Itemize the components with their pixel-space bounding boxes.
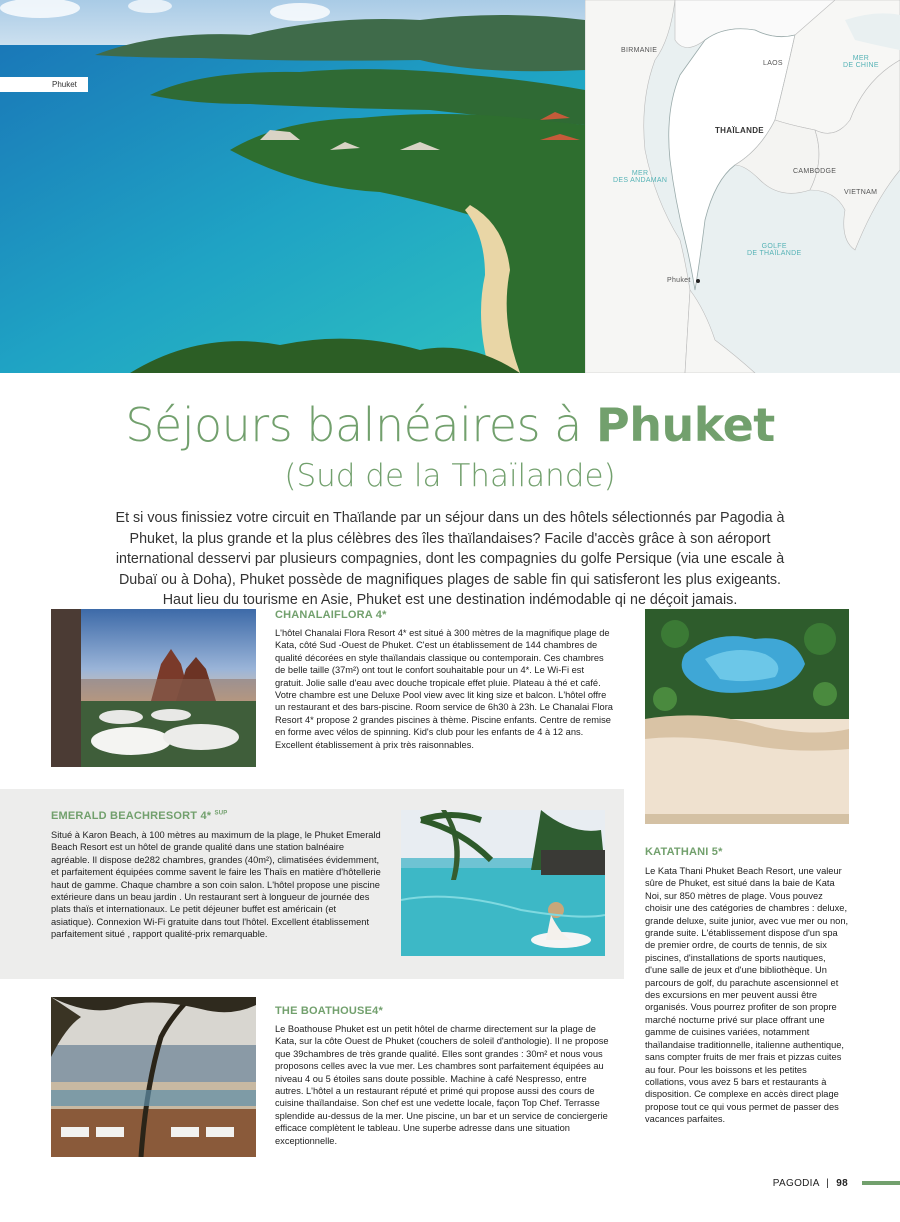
page-footer (773, 1178, 848, 1189)
phuket-beach-illustration (0, 0, 585, 373)
map-label-golfe-de-thailande: GOLFE DE THAÏLANDE (747, 243, 802, 257)
page-subtitle: (Sud de la Thaïlande) (284, 458, 616, 494)
map-label-cambodge: CAMBODGE (793, 168, 837, 175)
map-label-birmanie: BIRMANIE (621, 47, 658, 54)
hero-photo (0, 0, 585, 373)
map-label-phuket: Phuket (667, 277, 691, 284)
hotel-name-boathouse: THE BOATHOUSE4* (275, 1005, 383, 1017)
page-number: 98 (836, 1178, 848, 1189)
map-label-thailande: THAÏLANDE (715, 126, 764, 135)
katathani-photo (645, 609, 849, 824)
intro-paragraph: Et si vous finissiez votre circuit en Thaïlande par un séjour dans un des hôtels sélectionnés par Pagodia à Phuket, la plus grande et la plus célèbres des îles thaïlandaises? Facile d'accès grâce à son aéroport international desservi par plusieurs compagnies, dont les compagnies du golfe Persique (via une escale à Dubaï ou à Doha), Phuket possède de magnifiques plages de sable fin qui satisferont les plus exigeants. Haut lieu du tourisme en Asie, Phuket est une destination indémodable qi ne déçoit jamais. (115, 510, 785, 608)
footer-accent-bar (862, 1181, 900, 1185)
map-label-mer-de-chine: MER DE CHINE (843, 55, 879, 69)
chanalai-flora-photo (51, 609, 256, 767)
hotel-text-boathouse: Le Boathouse Phuket est un petit hôtel de charme directement sur la plage de Kata, sur la côte Ouest de Phuket (couchers de soleil d'anthologie). Il ne propose que 39chambres de très grande qualité. Elles sont grandes : 30m² et nous vous proposons celles avec la vue mer. Les chambres sont parfaitement équipées au niveau 4 ou 5 étoiles sans doute possible. Machine à café Nespresso, entre autres. L'hôtel a un restaurant réputé et primé qui propose aussi des cours de cuisine thaïlandaise. Son chef est une vedette locale, façon Top Chef. Terrasse splendide au-dessus de la mer. Une piscine, un bar et un service de conciergerie efficace complètent le tableau. Une superbe adresse dans une situation exceptionnelle. (275, 1024, 609, 1146)
hotel-name-chanalai: CHANALAIFLORA 4* (275, 609, 387, 621)
hotel-text-emerald: Situé à Karon Beach, à 100 mètres au maximum de la plage, le Phuket Emerald Beach Resort est un hôtel de grande qualité dans une station balnéaire agréable. Il dispose de282 chambres, grandes (40m²), climatisées évidemment, et parfaitement équipées comme savent le faire les Thaïs en matière d'hôtellerie haut de gamme. Chaque chambre a son coin salon. L'hôtel propose une piscine extérieure dans un beau jardin . Un restaurant sert à longueur de journée des plats thaïs et internationaux. Le petit déjeuner buffet est américain (et asiatique). Connexion Wi-Fi gratuite dans tout l'hôtel. Excellent établissement parfaitement situé , rapport qualité-prix remarquable. (51, 830, 381, 940)
thailand-map (585, 0, 900, 373)
location-tag: Phuket (0, 77, 88, 92)
page-title: Séjours balnéaires à Phuket (125, 398, 775, 452)
map-label-vietnam: VIETNAM (844, 189, 878, 196)
footer-brand: PAGODIA (772, 1178, 820, 1189)
map-label-mer-des-andaman: MER DES ANDAMAN (613, 170, 668, 184)
hotel-text-katathani: Le Kata Thani Phuket Beach Resort, une valeur sûre de Phuket, est situé dans la baie de Kata Noi, sur 850 mètres de plage. Vous pouvez choisir une des catégories de chambres : deluxe, grande deluxe, suite junior, avec vue mer ou non, grande suite. L'établissement dispose d'un spa de premier ordre, de courts de tennis, de six piscines, d'installations de sports nautiques, d'une salle de jeux et d'une bibliothèque. Un parcours de golf, du parachute ascensionnel et des excursions en mer peuvent aussi être organisés. Vous pourrez profiter de son propre marché nocturne privé sur place offrant une gamme de cuisines variées, notamment thaïlandaise traditionnelle, italienne authentique, sans compter fruits de mer frais et pizzas cuites au four. Pour les boissons et les petites collations, vous avez 5 bars et restaurants à disposition. Ce complexe en accès direct plage propose tout ce qui vous permet de passer des vacances parfaites. (645, 866, 849, 1125)
hotel-name-emerald: EMERALD BEACHRESORT 4* $^{SUP}$ (51, 810, 228, 822)
emerald-photo (401, 810, 605, 956)
footer-separator: | (826, 1178, 830, 1189)
map-label-laos: LAOS (763, 60, 783, 67)
boathouse-photo (51, 997, 256, 1157)
hotel-name-katathani: KATATHANI 5* (645, 846, 723, 858)
hotel-text-chanalai: L'hôtel Chanalai Flora Resort 4* est situé à 300 mètres de la magnifique plage de Kata, côté Sud -Ouest de Phuket. C'est un établissement de 144 chambres de qualité décorées en style thaïlandais classique ou contemporain. Ces chambres de belle taille (37m²) ont tout le confort souhaitable pour un 4*. Le Wi-Fi est gratuit. Jolie salle d'eau avec douche tropicale effet pluie. Plateau à thé et café. Votre chambre est une Deluxe Pool view avec lit king size et balcon. L'hôtel offre un restaurant et des bars-piscine. Room service de 6h30 à 23h. Le Chanalai Flora Resort 4* propose 2 grandes piscines à thème. Piscine enfants. Centre de remise en forme avec vélos de spinning. Kid's club pour les enfants de 4 à 12 ans. Excellent établissement à prix très raisonnables. (275, 628, 613, 750)
